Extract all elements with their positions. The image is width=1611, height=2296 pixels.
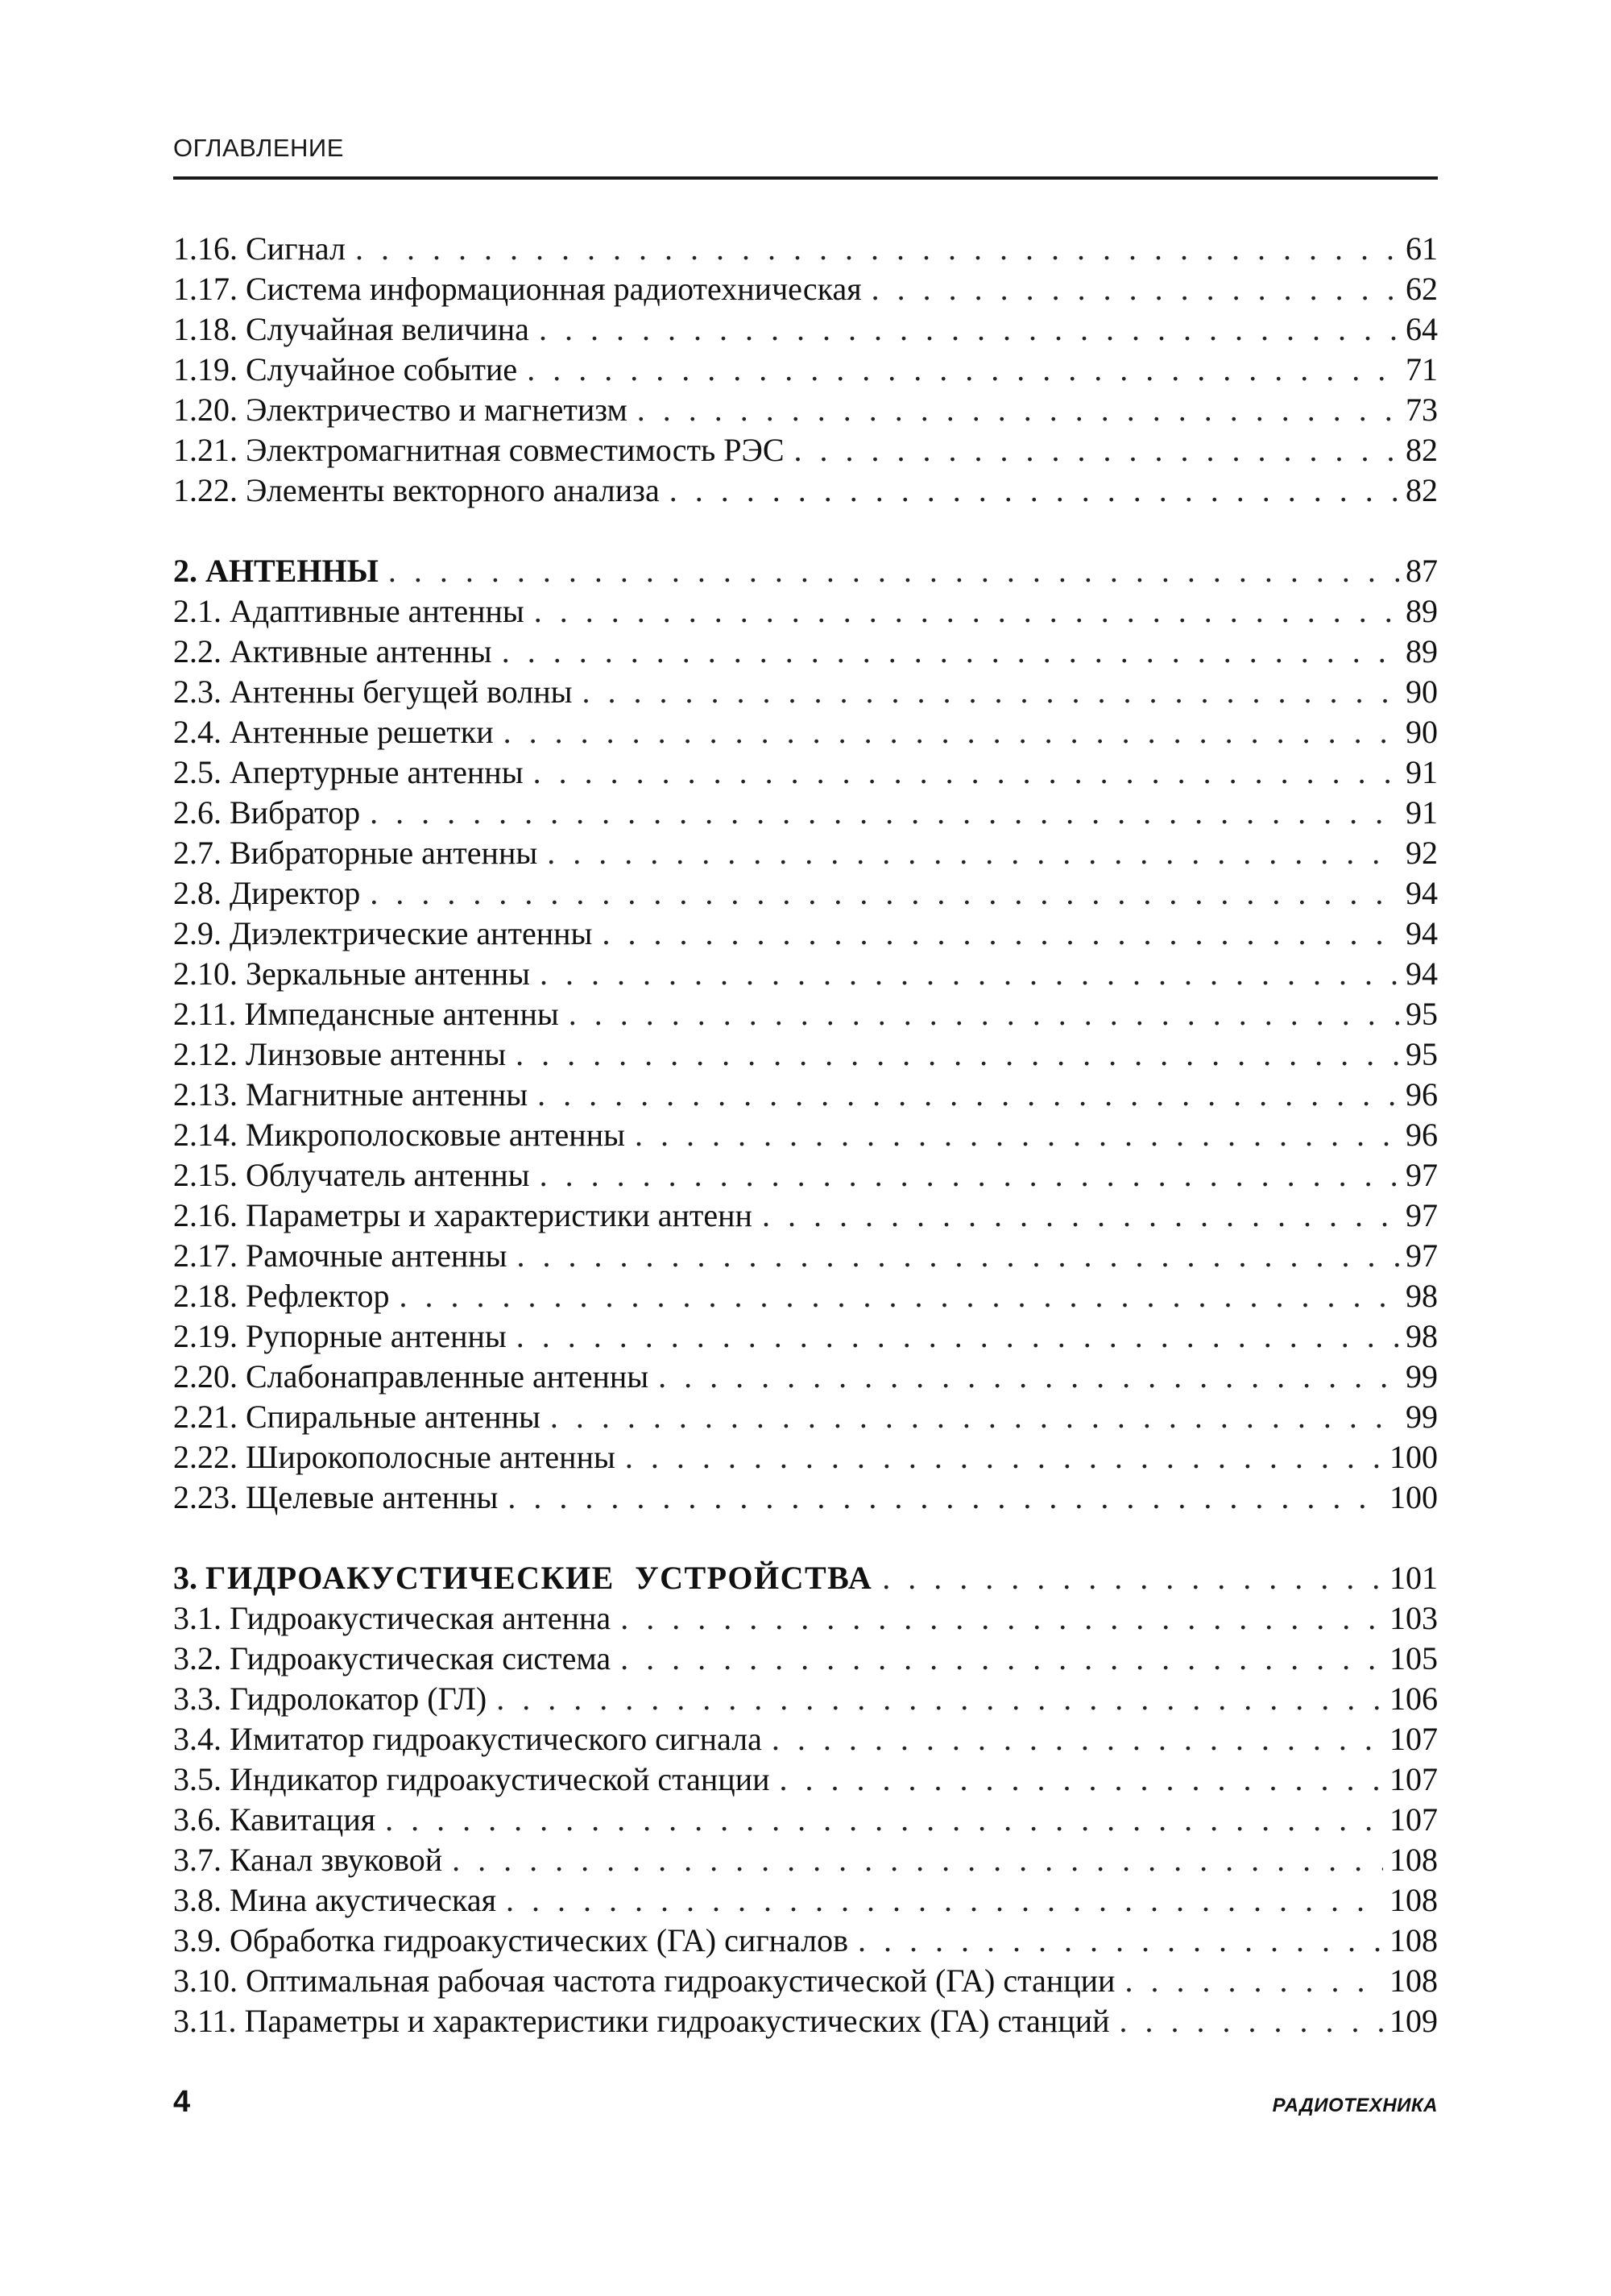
toc-entry-number: 1.17. xyxy=(173,271,246,307)
toc-entry-title: Активные антенны xyxy=(230,633,492,669)
dot-leader xyxy=(537,1075,1399,1113)
toc-entry xyxy=(173,1357,1438,1398)
toc-entry-title: Адаптивные антенны xyxy=(230,593,524,629)
toc-entry-page: 87 xyxy=(1406,553,1438,589)
toc-entry-page: 64 xyxy=(1406,311,1438,347)
toc-entry xyxy=(173,230,1438,270)
toc-entry xyxy=(173,834,1438,874)
dot-leader xyxy=(772,1720,1383,1758)
toc-entry xyxy=(173,673,1438,713)
toc-entry-title: АНТЕННЫ xyxy=(205,553,379,589)
toc-entry-number: 2.8. xyxy=(173,875,230,911)
toc-entry-title: Импедансные антенны xyxy=(244,996,559,1032)
toc-entry-page: 100 xyxy=(1389,1479,1438,1515)
dot-leader xyxy=(635,1116,1399,1154)
toc-entry-page: 94 xyxy=(1406,955,1438,992)
toc-entry xyxy=(173,1277,1438,1317)
toc-section-heading xyxy=(173,1559,1438,1599)
toc-entry-number: 2.11. xyxy=(173,996,245,1032)
toc-entry-number: 1.20. xyxy=(173,392,246,428)
toc-entry-title: Диэлектрические антенны xyxy=(230,915,593,951)
dot-leader xyxy=(658,1357,1399,1395)
toc-section-3 xyxy=(173,1559,1438,2042)
toc-entry-number: 2.21. xyxy=(173,1399,246,1435)
toc-entry-title: Рупорные антенны xyxy=(246,1318,507,1354)
toc-entry-page: 107 xyxy=(1389,1761,1438,1797)
toc-entry xyxy=(173,1760,1438,1801)
toc-entry-page: 108 xyxy=(1389,1842,1438,1878)
toc-entry-number: 2.7. xyxy=(173,835,230,871)
dot-leader xyxy=(534,592,1399,630)
toc-entry-page: 94 xyxy=(1406,915,1438,951)
toc-entry xyxy=(173,1599,1438,1639)
dot-leader xyxy=(516,1035,1399,1073)
toc-entry-page: 99 xyxy=(1406,1399,1438,1435)
toc-entry xyxy=(173,391,1438,431)
dot-leader xyxy=(540,955,1399,993)
toc-entry xyxy=(173,632,1438,673)
toc-entry-title: Гидролокатор (ГЛ) xyxy=(230,1681,487,1717)
dot-leader xyxy=(794,431,1399,469)
toc-entry-page: 97 xyxy=(1406,1197,1438,1233)
table-of-contents xyxy=(173,230,1438,2042)
toc-entry-number: 1.22. xyxy=(173,472,246,508)
toc-entry-page: 89 xyxy=(1406,633,1438,669)
toc-entry-title: Гидроакустическая система xyxy=(230,1640,611,1676)
toc-entry-title: Имитатор гидроакустического сигнала xyxy=(230,1721,762,1757)
toc-entry xyxy=(173,1398,1438,1438)
toc-entry-page: 71 xyxy=(1406,351,1438,388)
toc-entry-number: 2.18. xyxy=(173,1278,246,1314)
dot-leader xyxy=(370,874,1399,912)
toc-entry-title: Директор xyxy=(230,875,361,911)
dot-leader xyxy=(569,995,1399,1033)
toc-entry-title: Обработка гидроакустических (ГА) сигналов xyxy=(230,1922,848,1958)
dot-leader xyxy=(882,1559,1383,1597)
dot-leader xyxy=(533,753,1399,791)
dot-leader xyxy=(527,350,1399,388)
toc-entry-title: Электричество и магнетизм xyxy=(246,392,627,428)
toc-entry-title: Канал звуковой xyxy=(230,1842,443,1878)
toc-entry xyxy=(173,1116,1438,1156)
dot-leader xyxy=(502,632,1399,670)
toc-entry xyxy=(173,1317,1438,1357)
dot-leader xyxy=(637,391,1399,429)
toc-entry-number: 2.13. xyxy=(173,1076,246,1113)
toc-entry-number: 1.21. xyxy=(173,432,246,468)
toc-entry-number: 1.16. xyxy=(173,230,246,267)
toc-entry-number: 3.1. xyxy=(173,1600,230,1636)
toc-entry-number: 2.3. xyxy=(173,673,230,710)
toc-entry-title: Вибраторные антенны xyxy=(230,835,538,871)
toc-entry xyxy=(173,1035,1438,1075)
toc-section-heading xyxy=(173,552,1438,592)
dot-leader xyxy=(506,1881,1383,1919)
toc-entry xyxy=(173,1438,1438,1478)
toc-entry-page: 103 xyxy=(1389,1600,1438,1636)
toc-entry xyxy=(173,955,1438,995)
toc-section-2 xyxy=(173,552,1438,1519)
toc-entry xyxy=(173,471,1438,512)
dot-leader xyxy=(516,1317,1399,1355)
toc-entry-number: 3.4. xyxy=(173,1721,230,1757)
toc-entry-title: Вибратор xyxy=(230,794,361,831)
toc-entry-page: 97 xyxy=(1406,1237,1438,1274)
dot-leader xyxy=(669,471,1399,509)
toc-entry-number: 3.8. xyxy=(173,1882,230,1918)
toc-entry xyxy=(173,1921,1438,1962)
dot-leader xyxy=(762,1196,1399,1234)
toc-entry xyxy=(173,1478,1438,1519)
toc-entry xyxy=(173,310,1438,350)
toc-entry-number: 2.12. xyxy=(173,1036,246,1072)
dot-leader xyxy=(385,1801,1383,1838)
dot-leader xyxy=(370,794,1399,831)
dot-leader xyxy=(539,310,1399,348)
toc-entry-title: Спиральные антенны xyxy=(246,1399,540,1435)
toc-entry-number: 2.22. xyxy=(173,1439,246,1475)
toc-entry-title: Линзовые антенны xyxy=(246,1036,507,1072)
toc-entry-page: 107 xyxy=(1389,1721,1438,1757)
toc-entry-page: 90 xyxy=(1406,673,1438,710)
toc-entry xyxy=(173,1720,1438,1760)
toc-entry-page: 92 xyxy=(1406,835,1438,871)
dot-leader xyxy=(582,673,1400,711)
toc-entry-number: 2.14. xyxy=(173,1117,246,1153)
dot-leader xyxy=(507,1478,1383,1516)
header-rule xyxy=(173,176,1438,180)
toc-entry-page: 99 xyxy=(1406,1358,1438,1395)
toc-entry-title: Индикатор гидроакустической станции xyxy=(230,1761,770,1797)
toc-entry-number: 3. xyxy=(173,1560,205,1596)
toc-entry-page: 109 xyxy=(1389,2003,1438,2039)
toc-entry-number: 2.4. xyxy=(173,714,230,750)
toc-entry-title: Зеркальные антенны xyxy=(246,955,531,992)
toc-entry xyxy=(173,914,1438,955)
toc-entry-number: 2.16. xyxy=(173,1197,246,1233)
toc-entry-number: 3.9. xyxy=(173,1922,230,1958)
toc-entry-number: 2.5. xyxy=(173,754,230,790)
dot-leader xyxy=(547,834,1399,872)
toc-entry-page: 61 xyxy=(1406,230,1438,267)
toc-section-1 xyxy=(173,230,1438,512)
toc-entry-number: 1.18. xyxy=(173,311,246,347)
toc-entry-title: Система информационная радиотехническая xyxy=(246,271,862,307)
toc-entry-title: Элементы векторного анализа xyxy=(246,472,660,508)
toc-entry xyxy=(173,270,1438,310)
dot-leader xyxy=(388,552,1399,590)
toc-entry xyxy=(173,1237,1438,1277)
toc-entry-page: 108 xyxy=(1389,1962,1438,1999)
toc-entry xyxy=(173,431,1438,471)
toc-entry-page: 98 xyxy=(1406,1318,1438,1354)
toc-entry-page: 96 xyxy=(1406,1117,1438,1153)
toc-entry-title: Апертурные антенны xyxy=(230,754,524,790)
toc-entry-number: 3.5. xyxy=(173,1761,230,1797)
toc-entry xyxy=(173,1841,1438,1881)
toc-entry xyxy=(173,794,1438,834)
toc-entry-title: Оптимальная рабочая частота гидроакустической (ГА) станции xyxy=(246,1962,1116,1999)
toc-entry xyxy=(173,1801,1438,1841)
toc-entry-page: 82 xyxy=(1406,472,1438,508)
toc-entry-number: 3.10. xyxy=(173,1962,246,1999)
dot-leader xyxy=(540,1156,1399,1194)
toc-entry-title: Антенные решетки xyxy=(230,714,494,750)
toc-entry xyxy=(173,1680,1438,1720)
toc-entry-title: Антенны бегущей волны xyxy=(230,673,573,710)
toc-entry xyxy=(173,2002,1438,2042)
toc-entry-number: 2.23. xyxy=(173,1479,246,1515)
toc-entry-page: 94 xyxy=(1406,875,1438,911)
toc-entry-title: Рефлектор xyxy=(246,1278,390,1314)
toc-entry-title: Облучатель антенны xyxy=(246,1157,530,1193)
running-header: ОГЛАВЛЕНИЕ xyxy=(173,134,344,162)
toc-entry xyxy=(173,350,1438,391)
toc-entry-page: 100 xyxy=(1389,1439,1438,1475)
toc-entry-page: 108 xyxy=(1389,1882,1438,1918)
dot-leader xyxy=(1120,2002,1383,2040)
toc-entry-page: 95 xyxy=(1406,1036,1438,1072)
toc-entry-number: 2.1. xyxy=(173,593,230,629)
dot-leader xyxy=(780,1760,1383,1798)
toc-entry-number: 2.9. xyxy=(173,915,230,951)
toc-entry-number: 2.6. xyxy=(173,794,230,831)
dot-leader xyxy=(355,230,1399,267)
toc-entry xyxy=(173,753,1438,794)
toc-entry-title: Щелевые антенны xyxy=(246,1479,499,1515)
page-number: 4 xyxy=(173,2085,191,2119)
toc-entry-number: 1.19. xyxy=(173,351,246,388)
toc-entry-page: 106 xyxy=(1389,1681,1438,1717)
toc-entry-page: 89 xyxy=(1406,593,1438,629)
toc-entry-number: 2.2. xyxy=(173,633,230,669)
toc-entry xyxy=(173,1075,1438,1116)
toc-entry-page: 82 xyxy=(1406,432,1438,468)
dot-leader xyxy=(503,713,1399,751)
toc-entry-number: 3.11. xyxy=(173,2003,245,2039)
toc-entry xyxy=(173,1196,1438,1237)
toc-entry-title: Рамочные антенны xyxy=(246,1237,507,1274)
toc-entry-title: Гидроакустическая антенна xyxy=(230,1600,611,1636)
toc-entry-page: 91 xyxy=(1406,754,1438,790)
toc-entry-page: 107 xyxy=(1389,1801,1438,1838)
toc-entry-number: 2.19. xyxy=(173,1318,246,1354)
toc-entry-title: Случайная величина xyxy=(246,311,529,347)
toc-entry-number: 3.7. xyxy=(173,1842,230,1878)
toc-entry xyxy=(173,995,1438,1035)
toc-entry-page: 95 xyxy=(1406,996,1438,1032)
toc-entry-title: Широкополосные антенны xyxy=(246,1439,615,1475)
dot-leader xyxy=(452,1841,1383,1879)
toc-entry-number: 2. xyxy=(173,553,205,589)
dot-leader xyxy=(517,1237,1399,1274)
toc-entry-number: 2.15. xyxy=(173,1157,246,1193)
toc-entry-number: 3.6. xyxy=(173,1801,230,1838)
toc-entry xyxy=(173,1962,1438,2002)
toc-entry-title: Параметры и характеристики антенн xyxy=(246,1197,752,1233)
toc-entry-page: 108 xyxy=(1389,1922,1438,1958)
dot-leader xyxy=(496,1680,1383,1718)
dot-leader xyxy=(602,914,1399,952)
dot-leader xyxy=(399,1277,1399,1315)
toc-entry-page: 91 xyxy=(1406,794,1438,831)
dot-leader xyxy=(620,1639,1383,1677)
dot-leader xyxy=(872,270,1399,308)
toc-entry xyxy=(173,1156,1438,1196)
toc-entry-title: Кавитация xyxy=(230,1801,376,1838)
toc-entry xyxy=(173,1639,1438,1680)
toc-entry-title: Магнитные антенны xyxy=(246,1076,528,1113)
dot-leader xyxy=(550,1398,1399,1436)
toc-entry-number: 2.10. xyxy=(173,955,246,992)
toc-entry-page: 97 xyxy=(1406,1157,1438,1193)
dot-leader xyxy=(625,1438,1383,1476)
toc-entry-title: Слабонаправленные антенны xyxy=(246,1358,649,1395)
toc-entry-title: ГИДРОАКУСТИЧЕСКИЕ УСТРОЙСТВА xyxy=(205,1560,873,1596)
toc-entry-number: 2.17. xyxy=(173,1237,246,1274)
toc-entry-title: Микрополосковые антенны xyxy=(246,1117,625,1153)
toc-entry-title: Мина акустическая xyxy=(230,1882,496,1918)
toc-entry-page: 62 xyxy=(1406,271,1438,307)
toc-entry-number: 3.3. xyxy=(173,1681,230,1717)
toc-entry xyxy=(173,713,1438,753)
toc-entry-title: Электромагнитная совместимость РЭС xyxy=(246,432,785,468)
dot-leader xyxy=(620,1599,1383,1637)
toc-entry-page: 98 xyxy=(1406,1278,1438,1314)
toc-entry xyxy=(173,1881,1438,1921)
toc-entry-page: 96 xyxy=(1406,1076,1438,1113)
toc-entry-number: 3.2. xyxy=(173,1640,230,1676)
dot-leader xyxy=(858,1921,1383,1959)
toc-entry-title: Параметры и характеристики гидроакустических (ГА) станций xyxy=(244,2003,1110,2039)
running-footer-title: РАДИОТЕХНИКА xyxy=(1272,2095,1438,2116)
toc-entry-page: 73 xyxy=(1406,392,1438,428)
dot-leader xyxy=(1124,1962,1383,2000)
toc-entry-number: 2.20. xyxy=(173,1358,246,1395)
toc-entry-page: 90 xyxy=(1406,714,1438,750)
toc-entry-page: 101 xyxy=(1389,1560,1438,1596)
toc-entry-page: 105 xyxy=(1389,1640,1438,1676)
toc-entry xyxy=(173,592,1438,632)
toc-entry xyxy=(173,874,1438,914)
toc-entry-title: Сигнал xyxy=(246,230,346,267)
toc-entry-title: Случайное событие xyxy=(246,351,518,388)
